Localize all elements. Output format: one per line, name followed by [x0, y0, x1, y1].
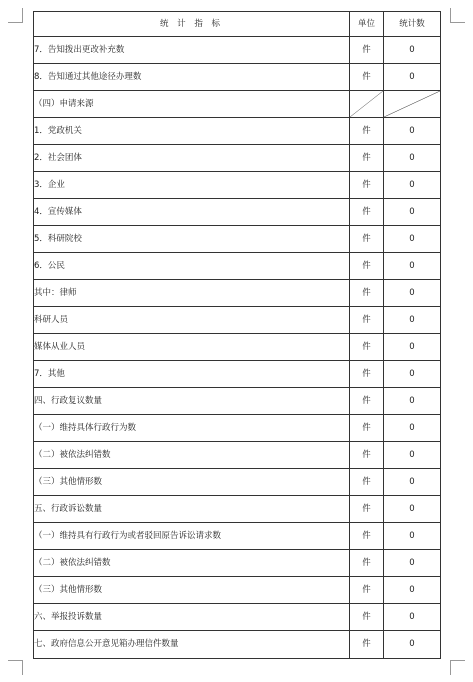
row-count: 0	[384, 172, 441, 199]
table-row	[34, 307, 441, 334]
row-count: 0	[384, 631, 441, 659]
table-row	[34, 523, 441, 550]
table-row	[34, 469, 441, 496]
table-row	[34, 145, 441, 172]
row-indicator: （三）其他情形数	[34, 577, 350, 604]
row-indicator: 3．企业	[34, 172, 350, 199]
row-indicator: 四、行政复议数量	[34, 388, 350, 415]
crop-mark-bottom-left	[8, 660, 23, 675]
row-count: 0	[384, 523, 441, 550]
table-row	[34, 388, 441, 415]
row-indicator: （二）被依法纠错数	[34, 550, 350, 577]
row-unit: 件	[350, 550, 384, 577]
row-unit: 件	[350, 226, 384, 253]
table-row	[34, 631, 441, 659]
row-unit: 件	[350, 118, 384, 145]
table-row	[34, 577, 441, 604]
table-body	[34, 37, 441, 659]
row-unit: 件	[350, 442, 384, 469]
table-row	[34, 37, 441, 64]
row-indicator: 2．社会团体	[34, 145, 350, 172]
row-count: 0	[384, 604, 441, 631]
row-count: 0	[384, 280, 441, 307]
table-header-row	[34, 12, 441, 37]
row-count: 0	[384, 361, 441, 388]
table-row	[34, 496, 441, 523]
table-row	[34, 172, 441, 199]
row-count: 0	[384, 253, 441, 280]
table-row	[34, 280, 441, 307]
row-count: 0	[384, 415, 441, 442]
row-indicator: 七、政府信息公开意见箱办理信件数量	[34, 631, 350, 659]
row-unit: 件	[350, 37, 384, 64]
row-count: 0	[384, 550, 441, 577]
row-unit: 件	[350, 496, 384, 523]
statistics-table	[33, 11, 441, 659]
row-unit: 件	[350, 361, 384, 388]
row-indicator: 8．告知通过其他途径办理数	[34, 64, 350, 91]
row-count: 0	[384, 334, 441, 361]
row-count: 0	[384, 145, 441, 172]
row-count: 0	[384, 307, 441, 334]
row-unit: 件	[350, 415, 384, 442]
row-unit: 件	[350, 145, 384, 172]
row-count: 0	[384, 442, 441, 469]
header-count: 统计数	[384, 12, 441, 37]
row-unit: 件	[350, 469, 384, 496]
table-row	[34, 415, 441, 442]
table-row	[34, 442, 441, 469]
row-indicator: 五、行政诉讼数量	[34, 496, 350, 523]
table-row	[34, 199, 441, 226]
table-row	[34, 226, 441, 253]
row-indicator: （一）维持具体行政行为数	[34, 415, 350, 442]
row-unit-blank	[350, 91, 384, 118]
crop-mark-bottom-right	[450, 660, 465, 675]
row-indicator: 5．科研院校	[34, 226, 350, 253]
row-unit: 件	[350, 253, 384, 280]
row-indicator: 科研人员	[34, 307, 350, 334]
header-indicator: 统 计 指 标	[34, 12, 350, 37]
row-count-blank	[384, 91, 441, 118]
table-row	[34, 361, 441, 388]
row-indicator: 1．党政机关	[34, 118, 350, 145]
row-unit: 件	[350, 631, 384, 659]
row-indicator: 4．宣传媒体	[34, 199, 350, 226]
header-unit: 单位	[350, 12, 384, 37]
row-indicator: 7．告知拨出更改补充数	[34, 37, 350, 64]
row-unit: 件	[350, 577, 384, 604]
row-unit: 件	[350, 280, 384, 307]
table-row	[34, 118, 441, 145]
row-indicator: 媒体从业人员	[34, 334, 350, 361]
row-unit: 件	[350, 199, 384, 226]
row-unit: 件	[350, 604, 384, 631]
row-count: 0	[384, 64, 441, 91]
row-indicator: （四）申请来源	[34, 91, 350, 118]
table-row	[34, 253, 441, 280]
table-row	[34, 604, 441, 631]
row-unit: 件	[350, 523, 384, 550]
row-count: 0	[384, 469, 441, 496]
table-row	[34, 334, 441, 361]
row-unit: 件	[350, 334, 384, 361]
row-count: 0	[384, 388, 441, 415]
table-row	[34, 550, 441, 577]
row-unit: 件	[350, 307, 384, 334]
table-row	[34, 91, 441, 118]
row-unit: 件	[350, 172, 384, 199]
crop-mark-top-left	[8, 8, 23, 23]
row-indicator: （二）被依法纠错数	[34, 442, 350, 469]
row-count: 0	[384, 37, 441, 64]
row-unit: 件	[350, 64, 384, 91]
row-count: 0	[384, 226, 441, 253]
row-count: 0	[384, 199, 441, 226]
row-indicator: （一）维持具有行政行为或者驳回原告诉讼请求数	[34, 523, 350, 550]
row-indicator: 六、举报投诉数量	[34, 604, 350, 631]
crop-mark-top-right	[450, 8, 465, 23]
row-indicator: 6．公民	[34, 253, 350, 280]
table-row	[34, 64, 441, 91]
row-count: 0	[384, 577, 441, 604]
row-count: 0	[384, 118, 441, 145]
row-indicator: 其中：律师	[34, 280, 350, 307]
row-indicator: 7．其他	[34, 361, 350, 388]
row-unit: 件	[350, 388, 384, 415]
row-indicator: （三）其他情形数	[34, 469, 350, 496]
row-count: 0	[384, 496, 441, 523]
